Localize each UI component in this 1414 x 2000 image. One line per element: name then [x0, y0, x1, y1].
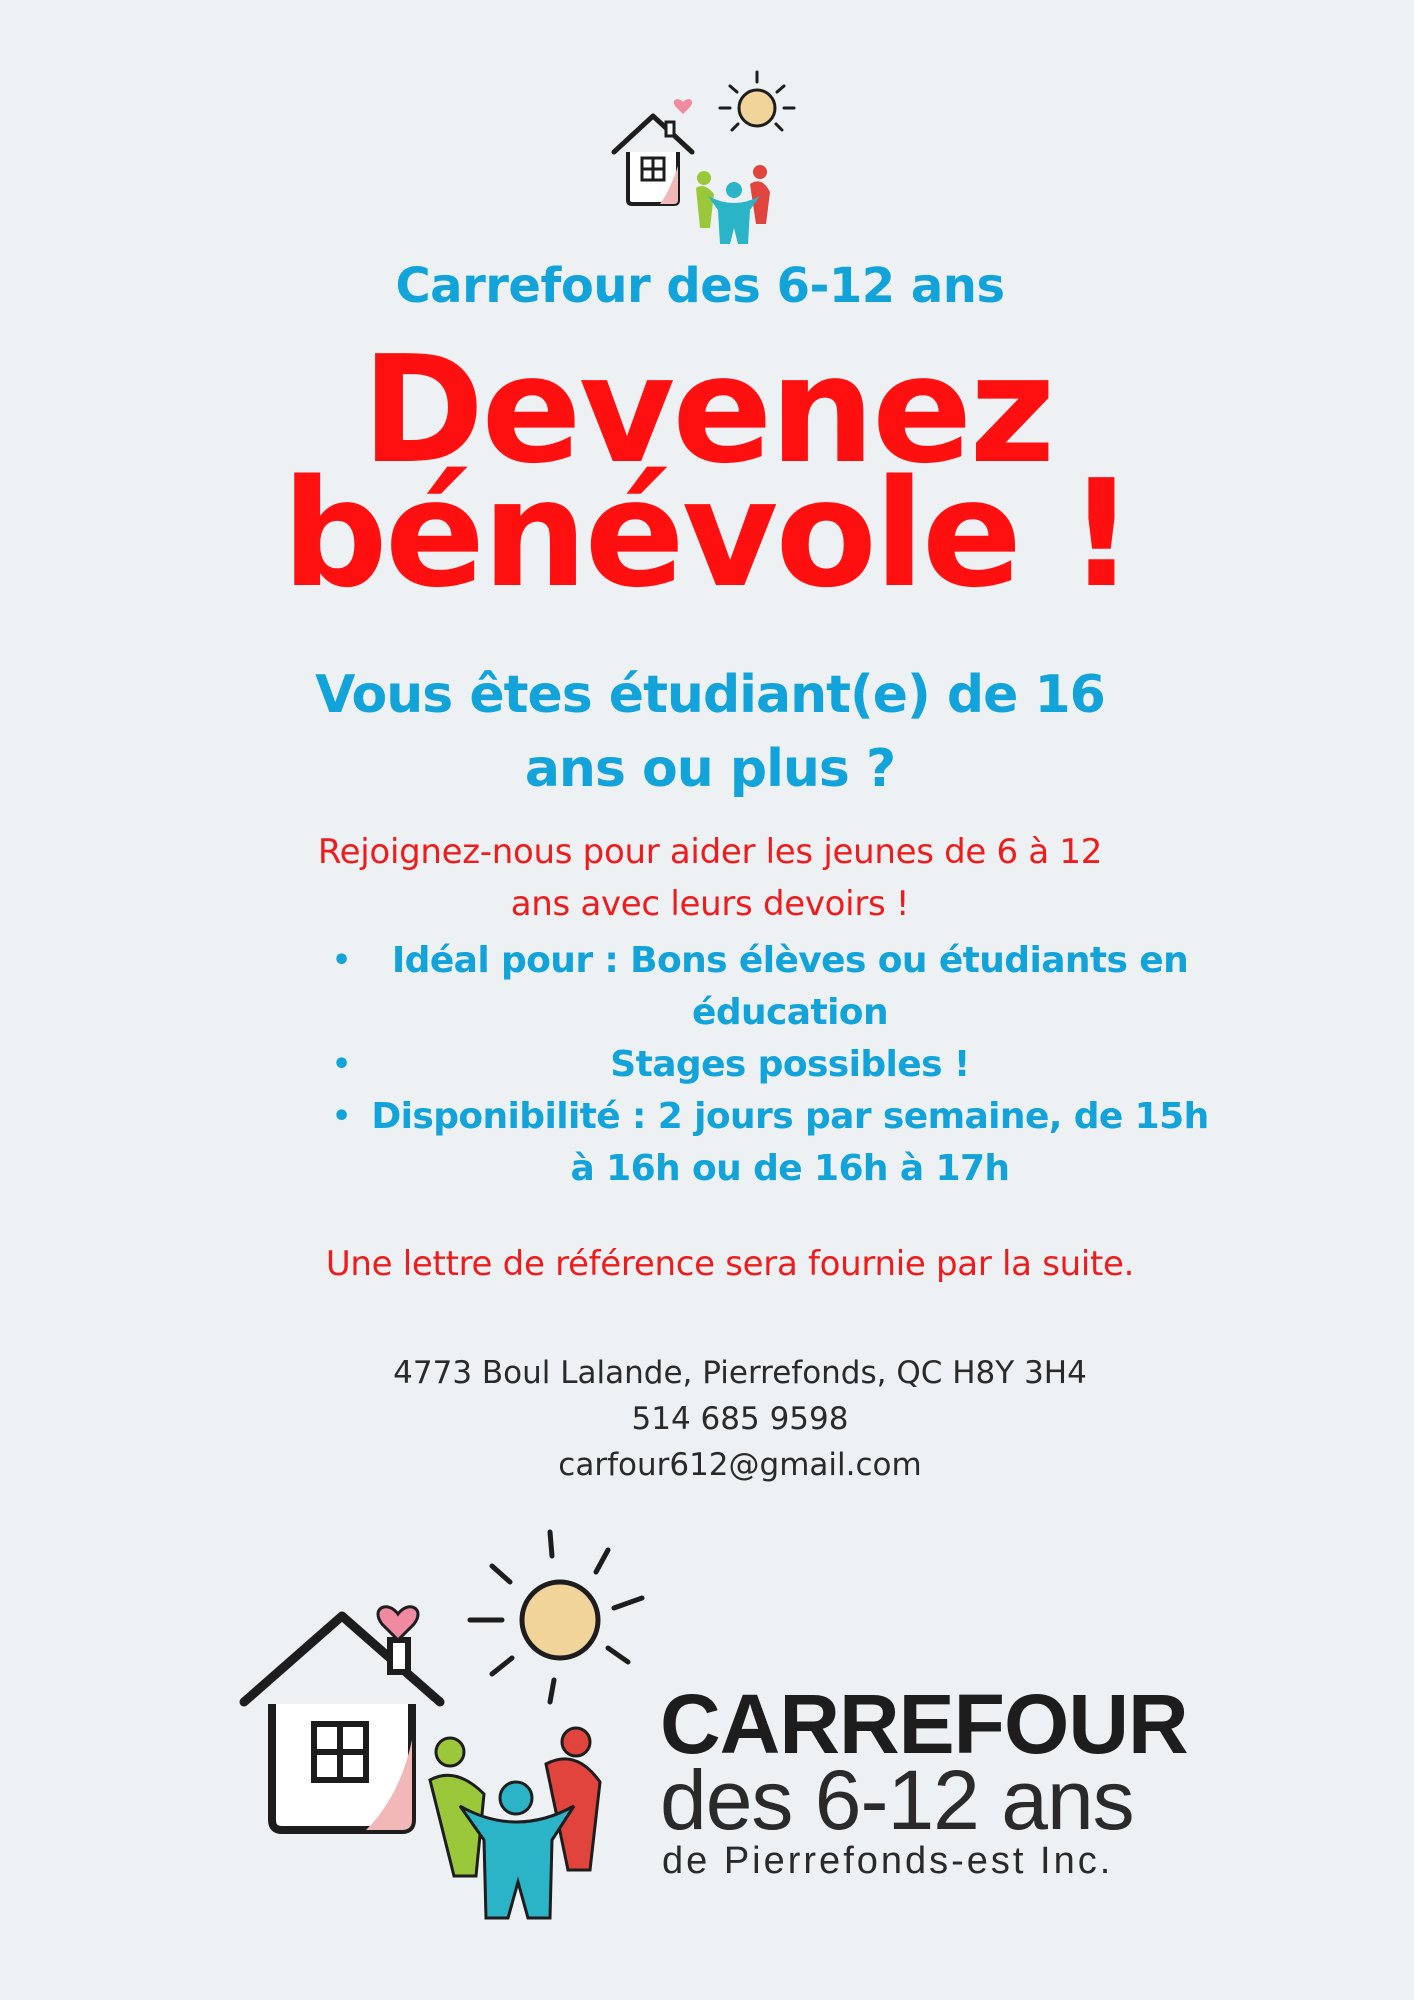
bullet-marker: •: [332, 1099, 351, 1134]
headline-line-2: bénévole !: [281, 448, 1133, 620]
phone: 514 685 9598: [631, 1401, 849, 1437]
house-icon: [614, 99, 692, 204]
brand-location: de Pierrefonds-est Inc.: [662, 1840, 1114, 1882]
bullet-marker: •: [332, 943, 351, 978]
item-ideal-line-2: éducation: [692, 992, 888, 1033]
address: 4773 Boul Lalande, Pierrefonds, QC H8Y 3H4: [393, 1355, 1087, 1391]
reference-letter-note: Une lettre de référence sera fournie par la suite.: [325, 1244, 1135, 1284]
sun-icon: [470, 1532, 642, 1702]
item-stages: Stages possibles !: [610, 1044, 970, 1085]
question-line-1: Vous êtes étudiant(e) de 16: [315, 665, 1105, 725]
invite-text: [250, 826, 1170, 930]
item-availability-line-1: Disponibilité : 2 jours par semaine, de 15h: [371, 1096, 1209, 1137]
email[interactable]: carfour612@gmail.com: [558, 1447, 922, 1483]
audience-question: [300, 658, 1120, 806]
brand-name: CARREFOUR: [660, 1677, 1188, 1771]
question-line-2: ans ou plus ?: [524, 739, 896, 799]
family-icon: [696, 165, 770, 244]
top-logo-icon: [600, 60, 810, 260]
list-item: [320, 935, 1220, 1039]
item-ideal-line-1: Idéal pour : Bons élèves ou étudiants en: [391, 940, 1189, 981]
family-icon: [430, 1728, 600, 1918]
list-item: [320, 1039, 1220, 1091]
item-availability-line-2: à 16h ou de 16h à 17h: [570, 1148, 1010, 1189]
page-title: [0, 324, 1414, 620]
list-item: [320, 1091, 1220, 1195]
requirements-list: [320, 935, 1220, 1195]
sun-icon: [720, 72, 794, 130]
house-icon: [244, 1607, 440, 1830]
bullet-marker: •: [332, 1047, 351, 1082]
org-name: Carrefour des 6-12 ans: [395, 258, 1005, 314]
bottom-logo-icon: [230, 1520, 660, 1930]
brand-subtitle: des 6-12 ans: [660, 1753, 1134, 1847]
invite-line-1: Rejoignez-nous pour aider les jeunes de 6 à 12: [317, 832, 1103, 872]
contact-block: [340, 1350, 1140, 1488]
headline-line-1: Devenez: [361, 324, 1053, 496]
invite-line-2: ans avec leurs devoirs !: [510, 884, 910, 924]
